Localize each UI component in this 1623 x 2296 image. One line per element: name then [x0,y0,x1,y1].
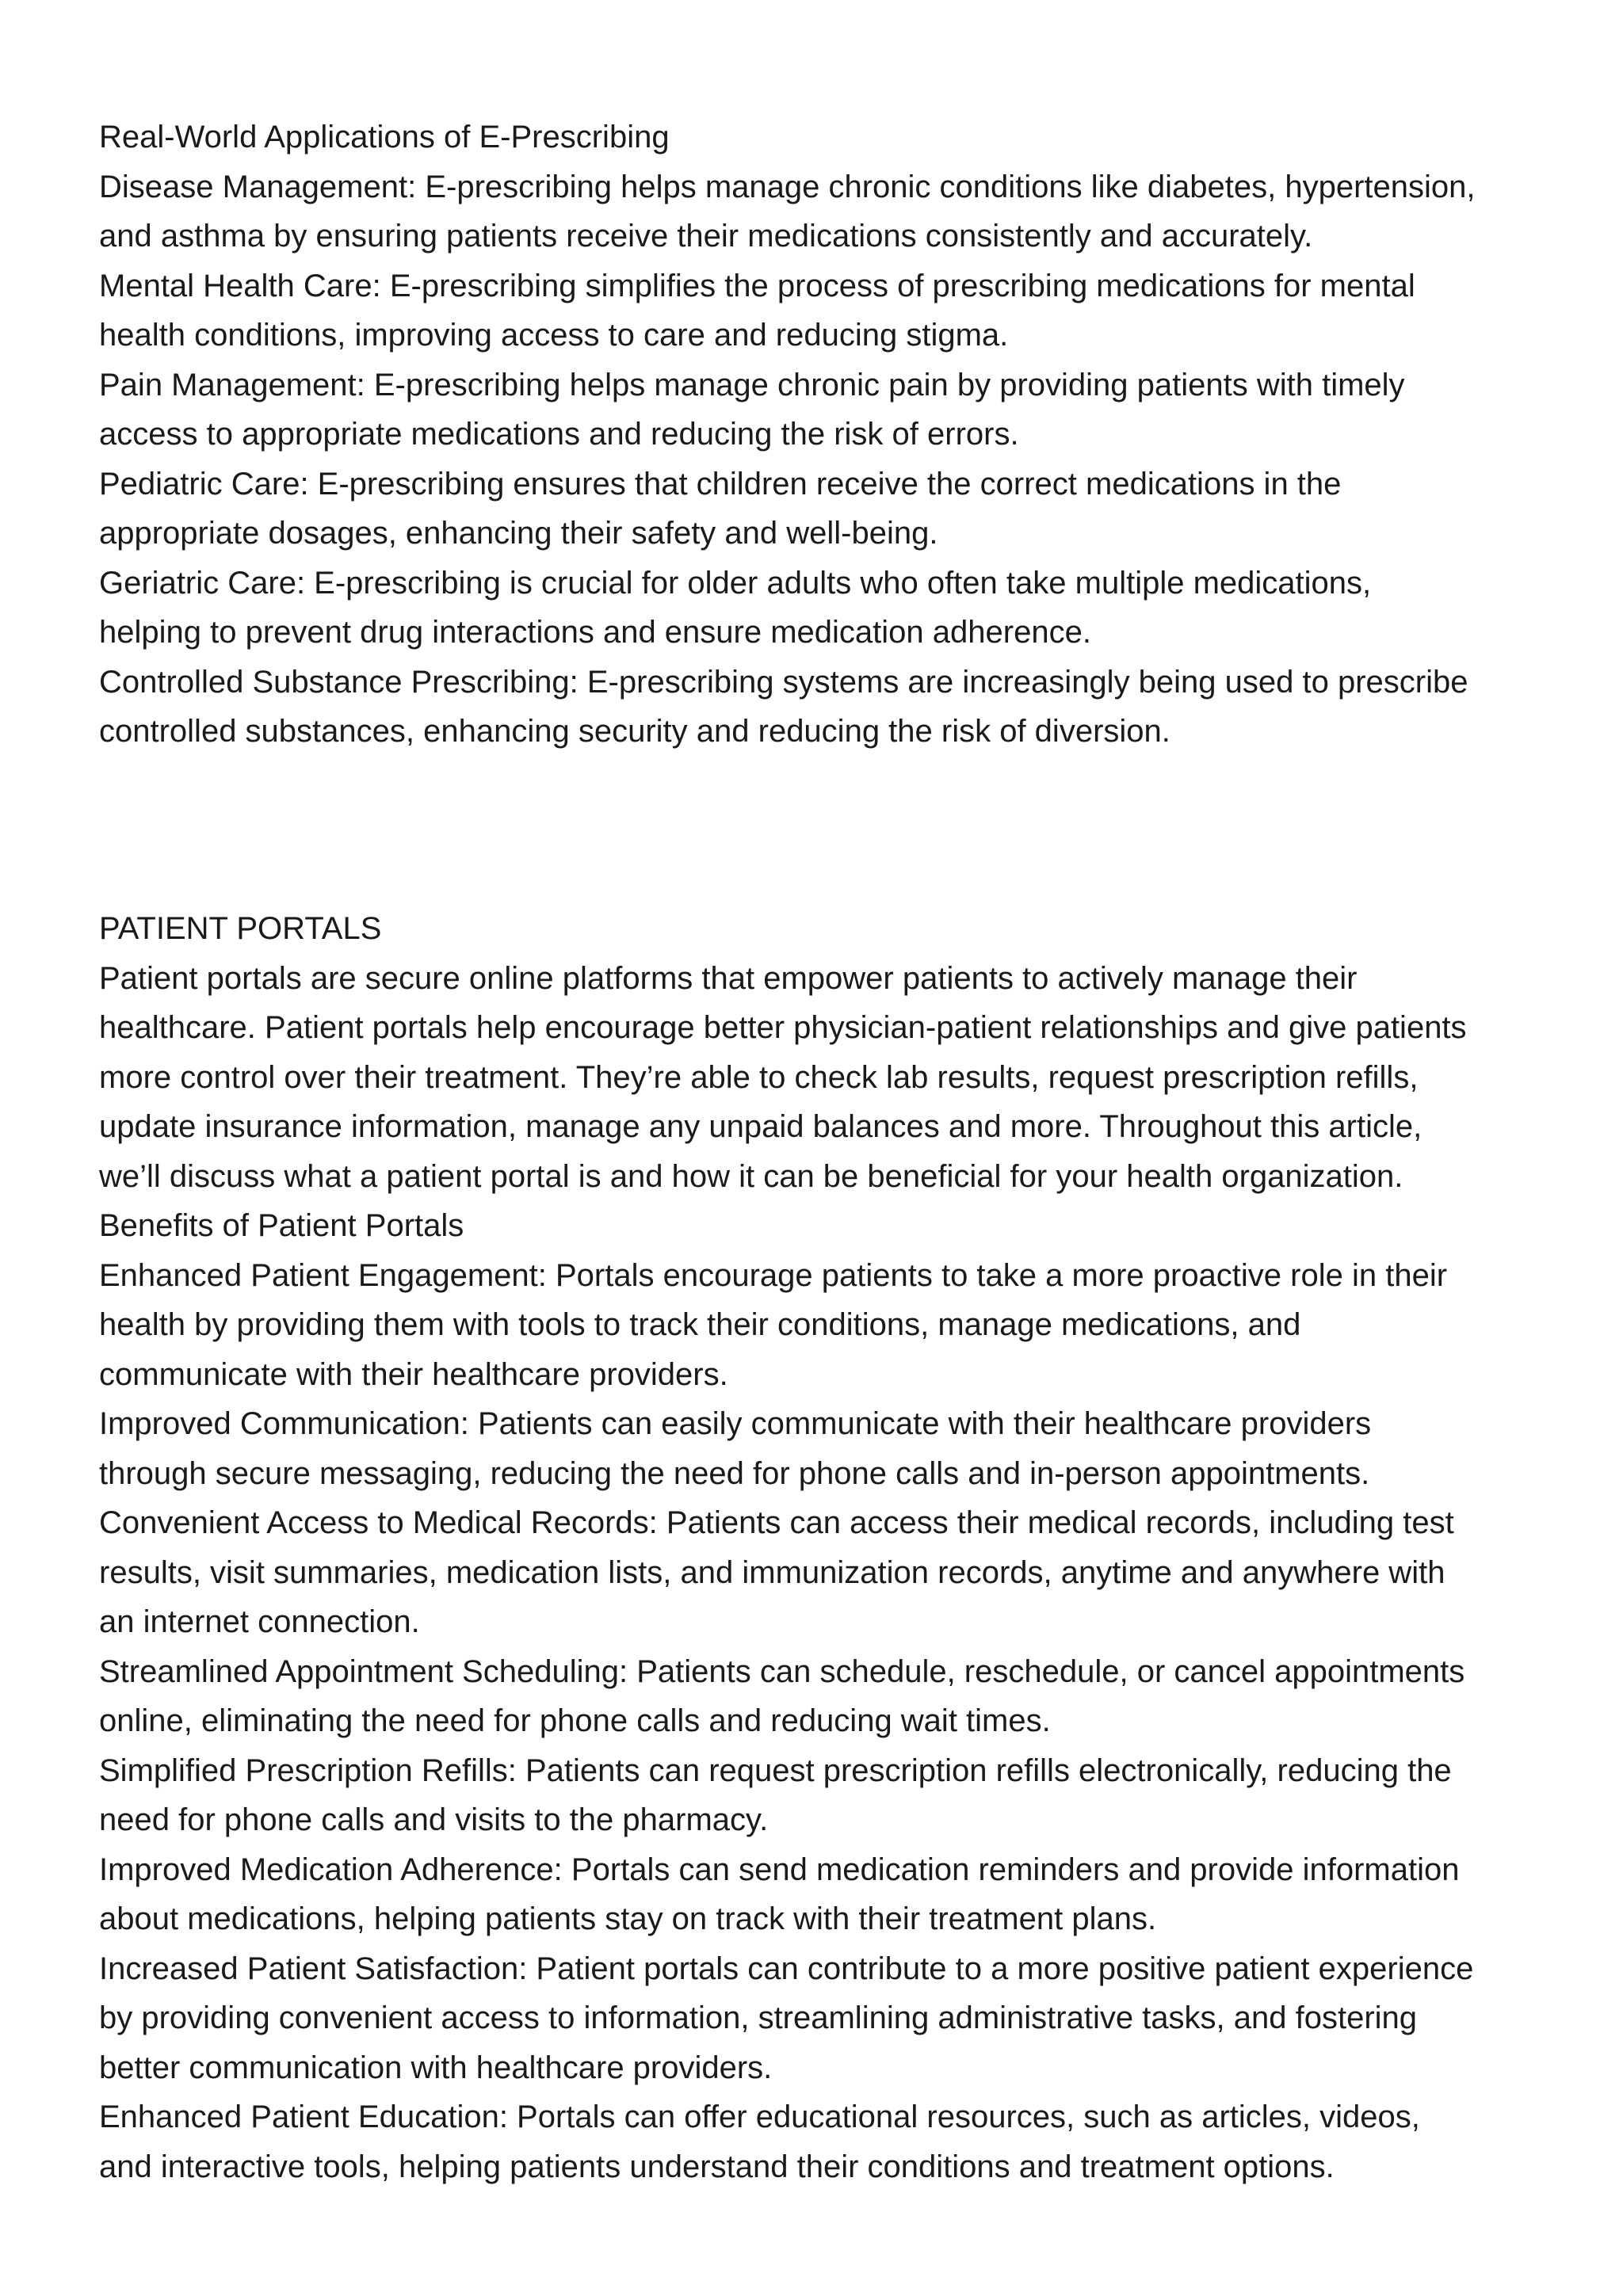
text-line: Patient portals are secure online platforms that empower patients to actively manage their [99,960,1358,996]
text-line: Mental Health Care: E-prescribing simplifies the process of prescribing medications for mental [99,268,1415,303]
text-line: Enhanced Patient Engagement: Portals encourage patients to take a more proactive role in their [99,1257,1448,1293]
subheading: Benefits of Patient Portals [99,1208,464,1243]
paragraph-patient-engagement [99,1251,1541,1400]
section-heading: Real-World Applications of E-Prescribing [99,120,670,154]
text-line: Improved Medication Adherence: Portals can send medication reminders and provide information [99,1852,1460,1887]
text-line: Controlled Substance Prescribing: E-prescribing systems are increasingly being used to prescribe [99,664,1468,700]
text-line: better communication with healthcare providers. [99,2050,773,2085]
text-line: health by providing them with tools to track their conditions, manage medications, and [99,1307,1301,1342]
text-line: online, eliminating the need for phone calls and reducing wait times. [99,1703,1051,1738]
paragraph-controlled-substance [99,658,1541,757]
document-page [99,0,1541,2296]
text-line: and interactive tools, helping patients understand their conditions and treatment options. [99,2149,1335,2184]
text-line: Simplified Prescription Refills: Patients can request prescription refills electronically, reducing the [99,1753,1452,1788]
text-line: Increased Patient Satisfaction: Patient portals can contribute to a more positive patient experience [99,1951,1474,1986]
paragraph-geriatric-care [99,559,1541,658]
paragraph-medical-records [99,1498,1541,1647]
text-line: and asthma by ensuring patients receive their medications consistently and accurately. [99,219,1313,254]
text-line: by providing convenient access to information, streamlining administrative tasks, and fostering [99,2000,1418,2035]
text-line: Streamlined Appointment Scheduling: Patients can schedule, reschedule, or cancel appointments [99,1653,1465,1689]
section-patient-portals [99,904,1541,2191]
text-line: Pediatric Care: E-prescribing ensures that children receive the correct medications in the [99,466,1342,502]
paragraph-appointment-scheduling [99,1647,1541,1746]
text-line: need for phone calls and visits to the pharmacy. [99,1802,769,1837]
text-line: through secure messaging, reducing the need for phone calls and in-person appointments. [99,1455,1370,1491]
paragraph-medication-adherence [99,1845,1541,1944]
text-line: controlled substances, enhancing security and reducing the risk of diversion. [99,714,1170,749]
text-line: access to appropriate medications and reducing the risk of errors. [99,417,1019,452]
paragraph-disease-management [99,162,1541,261]
paragraph-intro [99,954,1541,1202]
text-line: health conditions, improving access to care and reducing stigma. [99,318,1009,353]
text-line: Geriatric Care: E-prescribing is crucial for older adults who often take multiple medications, [99,565,1372,601]
text-line: about medications, helping patients stay on track with their treatment plans. [99,1901,1157,1936]
paragraph-prescription-refills [99,1746,1541,1845]
text-line: more control over their treatment. They’re able to check lab results, request prescription refills, [99,1059,1419,1095]
paragraph-patient-education [99,2092,1541,2191]
section-heading: PATIENT PORTALS [99,911,382,946]
paragraph-pain-management [99,360,1541,460]
text-line: Pain Management: E-prescribing helps manage chronic pain by providing patients with timely [99,367,1405,402]
text-line: helping to prevent drug interactions and ensure medication adherence. [99,615,1091,650]
section-eprescribing [99,113,1541,757]
paragraph-improved-communication [99,1399,1541,1498]
text-line: appropriate dosages, enhancing their safety and well-being. [99,516,938,551]
text-line: an internet connection. [99,1604,420,1639]
text-line: Enhanced Patient Education: Portals can offer educational resources, such as articles, videos, [99,2100,1420,2134]
paragraph-mental-health-care [99,261,1541,360]
text-line: communicate with their healthcare providers. [99,1356,728,1392]
text-line: update insurance information, manage any unpaid balances and more. Throughout this article, [99,1109,1423,1144]
text-line: healthcare. Patient portals help encourage better physician-patient relationships and give patients [99,1010,1467,1045]
text-line: Disease Management: E-prescribing helps manage chronic conditions like diabetes, hypertension, [99,169,1476,204]
paragraph-pediatric-care [99,460,1541,559]
text-line: Convenient Access to Medical Records: Patients can access their medical records, including test [99,1505,1454,1540]
text-line: results, visit summaries, medication lists, and immunization records, anytime and anywhere with [99,1554,1445,1590]
text-line: we’ll discuss what a patient portal is and how it can be beneficial for your health organization. [99,1158,1403,1194]
text-line: Improved Communication: Patients can easily communicate with their healthcare providers [99,1406,1372,1441]
paragraph-patient-satisfaction [99,1944,1541,2093]
